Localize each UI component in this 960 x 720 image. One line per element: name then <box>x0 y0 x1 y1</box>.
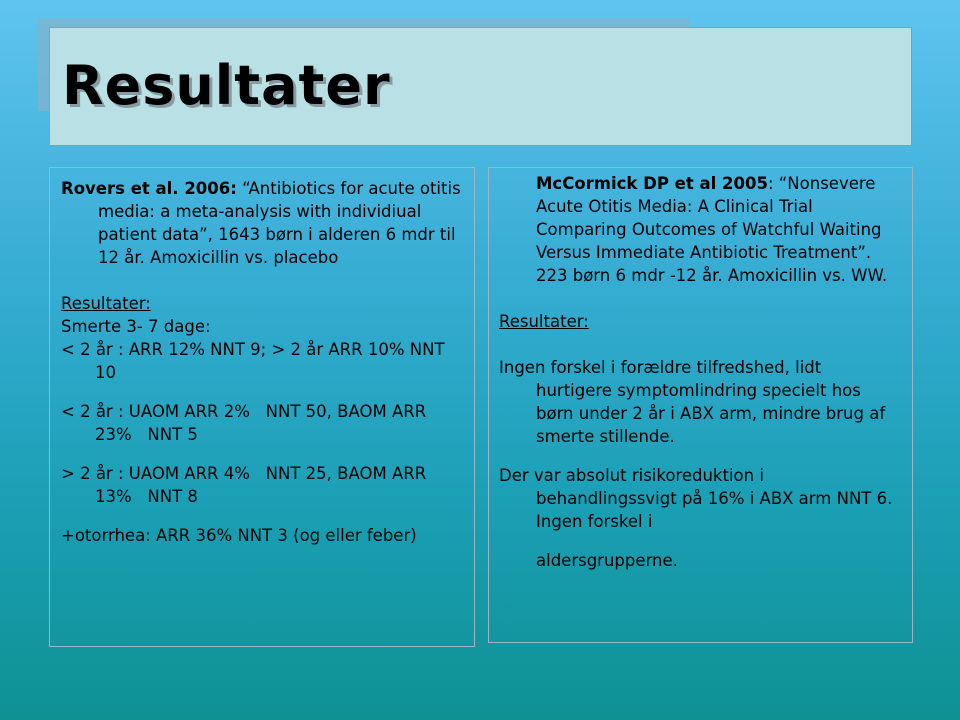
left-line-otorrhea: +otorrhea: ARR 36% NNT 3 (og eller feber) <box>61 526 417 545</box>
right-para-age-groups: aldersgrupperne. <box>536 551 678 570</box>
right-para-satisfaction: Ingen forskel i forældre tilfredshed, lidt hurtigere symptomlindring specielt hos børn under 2 år i ABX arm, mindre brug af smerte stillende. <box>499 358 886 446</box>
title-box <box>49 27 912 146</box>
right-reference-author: McCormick DP et al 2005 <box>536 174 768 193</box>
right-panel <box>488 167 913 643</box>
left-reference-author: Rovers et al. 2006: <box>61 179 237 198</box>
left-line-age-arr: < 2 år : ARR 12% NNT 9; > 2 år ARR 10% NNT 10 <box>61 340 445 382</box>
left-line-under2: < 2 år : UAOM ARR 2% NNT 50, BAOM ARR 23% NNT 5 <box>61 402 432 444</box>
left-line-over2: > 2 år : UAOM ARR 4% NNT 25, BAOM ARR 13% NNT 8 <box>61 464 432 506</box>
right-para-risk-reduction: Der var absolut risikoreduktion i behandlingssvigt på 16% i ABX arm NNT 6. Ingen forskel i <box>499 466 893 531</box>
left-reference <box>61 177 464 269</box>
slide-title: Resultater <box>62 54 391 117</box>
left-panel <box>49 167 475 647</box>
right-reference-text: : “Nonsevere Acute Otitis Media: A Clinical Trial Comparing Outcomes of Watchful Waiting Versus Immediate Antibiotic Treatment”. 223 børn 6 mdr -12 år. Amoxicillin vs. WW. <box>536 174 888 285</box>
left-reference-text: “Antibiotics for acute otitis media: a meta-analysis with individiual patient data”, 1643 børn i alderen 6 mdr til 12 år. Amoxicillin vs. placebo <box>98 179 461 267</box>
left-line-pain: Smerte 3- 7 dage: <box>61 317 211 336</box>
right-results-heading: Resultater: <box>499 312 589 331</box>
left-results-heading: Resultater: <box>61 294 151 313</box>
right-reference <box>499 172 902 287</box>
